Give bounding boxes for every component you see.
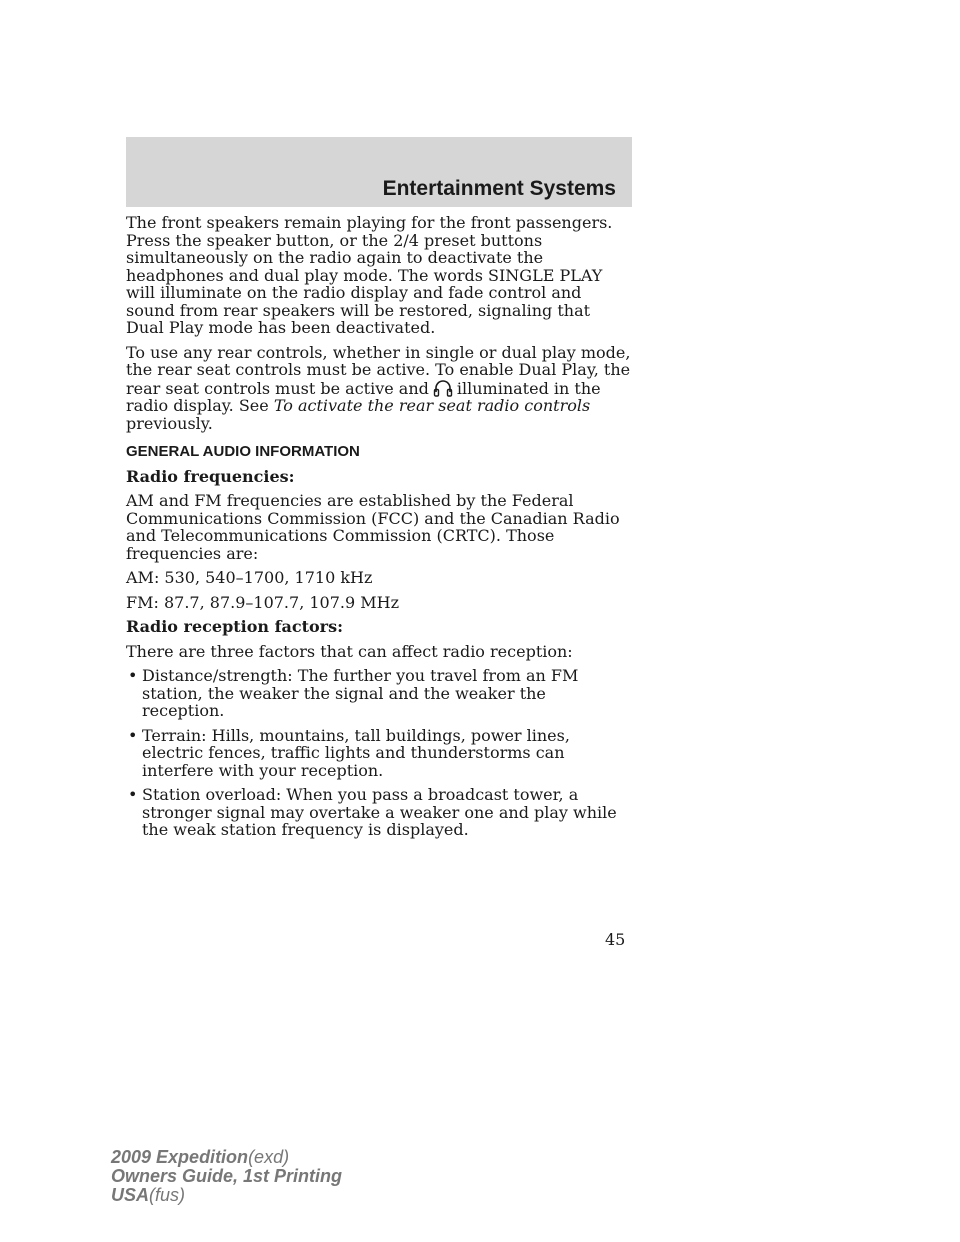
footer [111, 1148, 342, 1205]
paragraph-rear-controls-text-a: To use any rear controls, whether in single or dual play mode, the rear seat controls must be active. To enable Dual Play, the rear seat controls must be active and [126, 342, 631, 398]
list-item [126, 667, 632, 720]
section-title: Entertainment Systems [382, 177, 616, 200]
footer-market: USA [111, 1185, 150, 1205]
headphones-icon [433, 379, 453, 397]
bullet-glyph: • [128, 785, 138, 804]
cross-reference: To activate the rear seat radio controls [273, 396, 591, 415]
section-header-band [126, 137, 632, 207]
list-item-text: Terrain: Hills, mountains, tall buildings, power lines, electric fences, traffic lights and thunderstorms can interfere with your reception. [142, 725, 570, 780]
paragraph-factors-intro: There are three factors that can affect radio reception: [126, 641, 573, 661]
list-item [126, 786, 632, 839]
footer-market-code: (fus) [149, 1185, 186, 1205]
footer-model-code: (exd) [248, 1147, 290, 1167]
list-item [126, 727, 632, 780]
bullet-glyph: • [128, 725, 138, 745]
subheading-reception-factors: Radio reception factors: [126, 617, 343, 636]
paragraph-frequencies: AM and FM frequencies are established by the Federal Communications Commission (FCC) and the Canadian Radio and Telecommunications Commission (CRTC). Those frequencies are: [126, 491, 620, 563]
footer-line-1 [111, 1148, 342, 1167]
footer-line-2: Owners Guide, 1st Printing [111, 1166, 343, 1186]
list-item-text: Distance/strength: The further you travel from an FM station, the weaker the signal and the weaker the reception. [142, 666, 579, 720]
footer-line-3 [111, 1186, 342, 1205]
footer-model: 2009 Expedition [111, 1147, 249, 1167]
section-heading: GENERAL AUDIO INFORMATION [126, 443, 360, 460]
paragraph-rear-controls-text-b: illuminated in the radio display. See [126, 378, 601, 415]
paragraph-dual-play-deactivate: The front speakers remain playing for the front passengers. Press the speaker button, or the 2/4 preset buttons simultaneously on the radio again to deactivate the headphones and dual play mode. The words SINGLE PLAY will illuminate on the radio display and fade control and sound from rear speakers will be restored, signaling that Dual Play mode has been deactivated. [126, 213, 613, 337]
fm-frequency-line: FM: 87.7, 87.9–107.7, 107.9 MHz [126, 592, 400, 612]
page-number: 45 [605, 930, 626, 949]
subheading-radio-frequencies: Radio frequencies: [126, 466, 295, 486]
page-content [126, 214, 632, 846]
paragraph-rear-controls [126, 344, 632, 433]
paragraph-rear-controls-text-c: previously. [126, 413, 213, 433]
list-item-text: Station overload: When you pass a broadcast tower, a stronger signal may overtake a weaker one and play while the weak station frequency is displayed. [142, 785, 617, 839]
reception-factors-list [126, 667, 632, 839]
bullet-glyph: • [128, 666, 138, 685]
am-frequency-line: AM: 530, 540–1700, 1710 kHz [126, 568, 373, 587]
